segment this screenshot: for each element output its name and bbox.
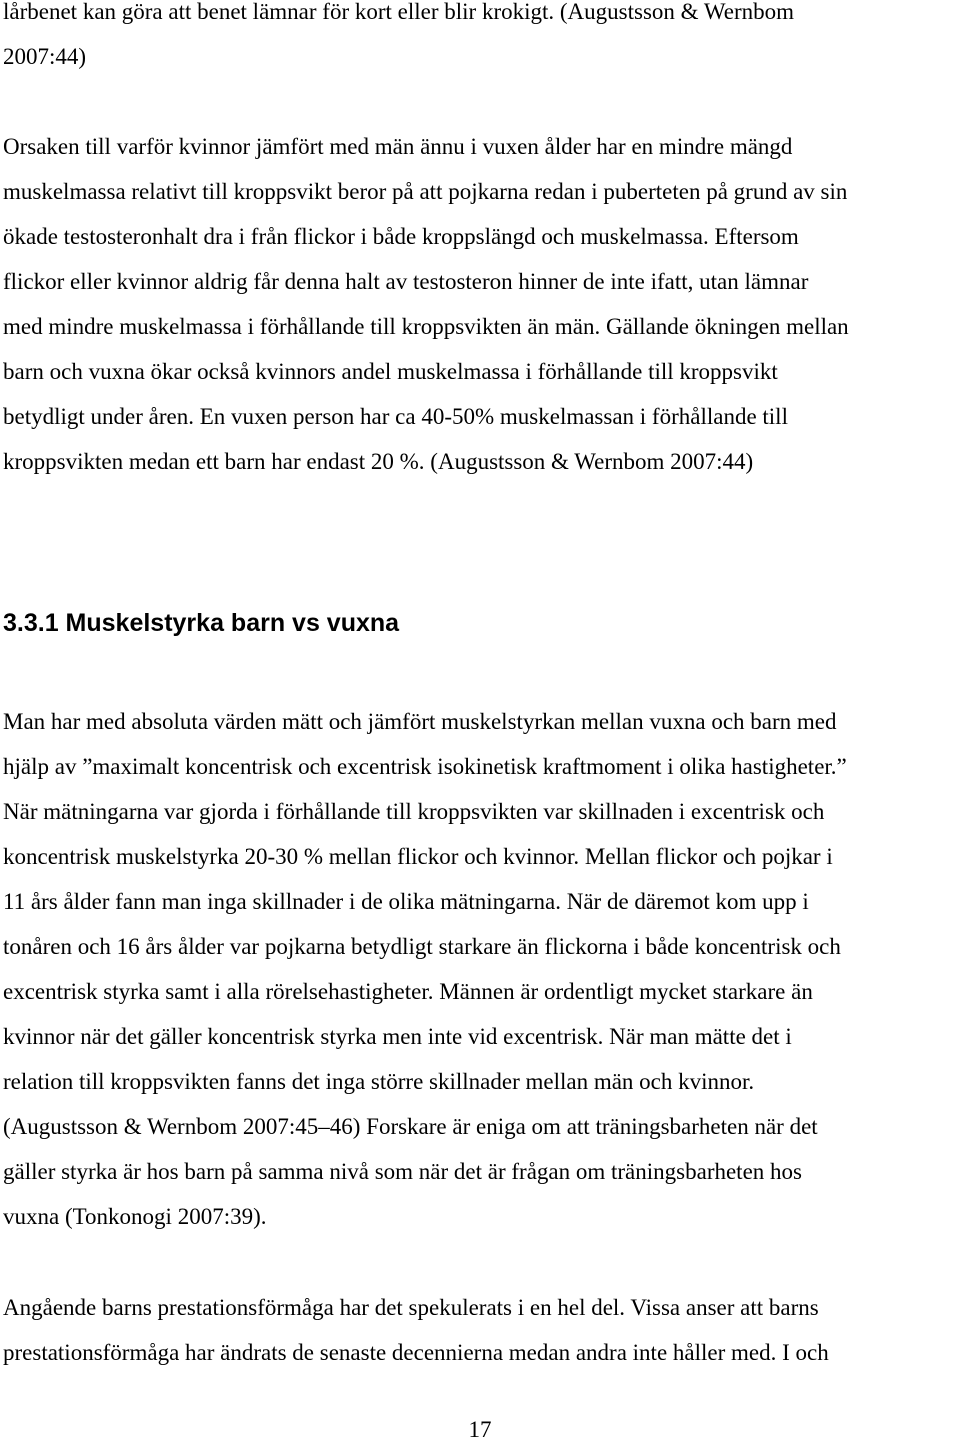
text-line: muskelmassa relativt till kroppsvikt beror på att pojkarna redan i puberteten på grund av sin [3, 179, 848, 204]
text-line: Angående barns prestationsförmåga har det spekulerats i en hel del. Vissa anser att barns [3, 1295, 819, 1320]
text-line: Orsaken till varför kvinnor jämfört med män ännu i vuxen ålder har en mindre mängd [3, 134, 793, 159]
text-line: vuxna (Tonkonogi 2007:39). [3, 1204, 267, 1229]
text-line: flickor eller kvinnor aldrig får denna halt av testosteron hinner de inte ifatt, utan lämnar [3, 269, 809, 294]
text-line: excentrisk styrka samt i alla rörelsehastigheter. Männen är ordentligt mycket starkare än [3, 979, 813, 1004]
text-line: gäller styrka är hos barn på samma nivå som när det är frågan om träningsbarheten hos [3, 1159, 802, 1184]
page-number: 17 [468, 1417, 492, 1442]
text-line: betydligt under åren. En vuxen person har ca 40-50% muskelmassan i förhållande till [3, 404, 788, 429]
text-line: 11 års ålder fann man inga skillnader i de olika mätningarna. När de däremot kom upp i [3, 889, 809, 914]
text-line: 2007:44) [3, 44, 87, 69]
text-line: hjälp av ”maximalt koncentrisk och excentrisk isokinetisk kraftmoment i olika hastigheter.” [3, 754, 847, 779]
section-heading: 3.3.1 Muskelstyrka barn vs vuxna [3, 609, 400, 637]
text-line: (Augustsson & Wernbom 2007:45–46) Forskare är eniga om att träningsbarheten när det [3, 1114, 818, 1139]
text-line: Man har med absoluta värden mätt och jämfört muskelstyrkan mellan vuxna och barn med [3, 709, 837, 734]
text-line: När mätningarna var gjorda i förhållande till kroppsvikten var skillnaden i excentrisk och [3, 799, 825, 824]
text-line: ökade testosteronhalt dra i från flickor i både kroppslängd och muskelmassa. Eftersom [3, 224, 799, 249]
text-line: med mindre muskelmassa i förhållande till kroppsvikten än män. Gällande ökningen mellan [3, 314, 849, 339]
text-line: tonåren och 16 års ålder var pojkarna betydligt starkare än flickorna i både koncentrisk och [3, 934, 841, 959]
text-line: prestationsförmåga har ändrats de senaste decennierna medan andra inte håller med. I och [3, 1340, 829, 1365]
text-line: koncentrisk muskelstyrka 20-30 % mellan flickor och kvinnor. Mellan flickor och pojkar i [3, 844, 833, 869]
text-line: barn och vuxna ökar också kvinnors andel muskelmassa i förhållande till kroppsvikt [3, 359, 778, 384]
text-line: lårbenet kan göra att benet lämnar för kort eller blir krokigt. (Augustsson & Wernbom [3, 0, 795, 24]
text-line: kroppsvikten medan ett barn har endast 20 %. (Augustsson & Wernbom 2007:44) [3, 449, 754, 474]
text-line: kvinnor när det gäller koncentrisk styrka men inte vid excentrisk. När man mätte det i [3, 1024, 792, 1049]
text-line: relation till kroppsvikten fanns det inga större skillnader mellan män och kvinnor. [3, 1069, 755, 1094]
